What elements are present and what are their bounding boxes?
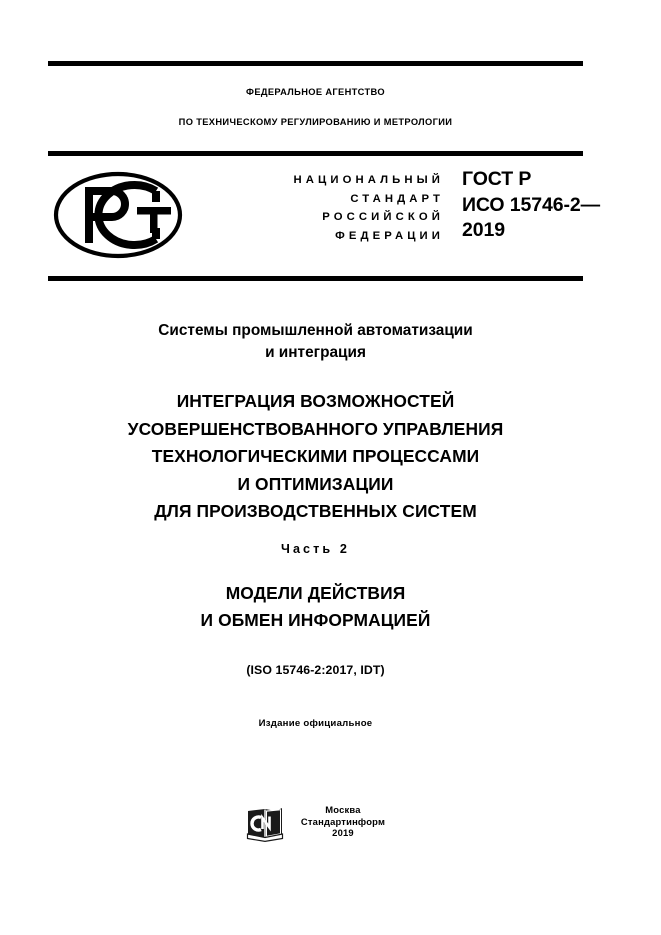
divider-rule-bottom	[48, 276, 583, 281]
part-title	[48, 580, 583, 635]
iso-equivalence-reference: (ISO 15746-2:2017, IDT)	[246, 662, 385, 677]
national-standard-line-4: ФЕДЕРАЦИИ	[335, 229, 444, 242]
designation-line-2: ИСО 15746-2—	[462, 193, 601, 216]
divider-rule-top	[48, 61, 583, 66]
part-title-line-1: МОДЕЛИ ДЕЙСТВИЯ	[225, 582, 406, 603]
national-standard-line-1: НАЦИОНАЛЬНЫЙ	[293, 174, 444, 186]
title-area	[48, 320, 583, 677]
designation-line-3: 2019	[462, 219, 505, 241]
standard-identity-band	[48, 163, 601, 268]
subtitle-line-1: Системы промышленной автоматизации	[158, 322, 473, 339]
main-title-line-5: ДЛЯ ПРОИЗВОДСТВЕННЫХ СИСТЕМ	[154, 501, 477, 522]
standard-designation	[462, 167, 637, 244]
publisher-text	[301, 803, 385, 839]
agency-name-line-2: ПО ТЕХНИЧЕСКОМУ РЕГУЛИРОВАНИЮ И МЕТРОЛОГИИ	[178, 117, 453, 128]
main-title-line-2: УСОВЕРШЕНСТВОВАННОГО УПРАВЛЕНИЯ	[127, 418, 504, 439]
main-title-line-3: ТЕХНОЛОГИЧЕСКИМИ ПРОЦЕССАМИ	[151, 446, 480, 467]
agency-header	[48, 88, 583, 128]
agency-name-line-1: ФЕДЕРАЛЬНОЕ АГЕНТСТВО	[246, 87, 385, 97]
subtitle-line-2: и интеграция	[265, 343, 366, 361]
main-title-line-1: ИНТЕГРАЦИЯ ВОЗМОЖНОСТЕЙ	[176, 391, 455, 411]
publisher-block	[48, 803, 583, 842]
standartinform-book-logo-icon	[246, 805, 286, 842]
national-standard-line-3: РОССИЙСКОЙ	[322, 211, 444, 224]
part-number-label: Часть 2	[281, 541, 350, 556]
publisher-year: 2019	[332, 827, 354, 839]
national-standard-line-2: СТАНДАРТ	[350, 192, 444, 205]
designation-line-1: ГОСТ Р	[462, 168, 532, 190]
standard-main-title	[48, 388, 583, 526]
main-title-line-4: И ОПТИМИЗАЦИИ	[237, 473, 394, 494]
divider-rule-middle	[48, 151, 583, 156]
official-edition-notice: Издание официальное	[258, 718, 373, 729]
national-standard-label	[198, 171, 444, 245]
gost-rst-certification-emblem-icon	[52, 169, 184, 261]
publisher-city: Москва	[325, 804, 361, 815]
publisher-name: Стандартинформ	[300, 815, 386, 827]
standard-subtitle	[48, 320, 583, 363]
part-title-line-2: И ОБМЕН ИНФОРМАЦИЕЙ	[200, 610, 431, 631]
